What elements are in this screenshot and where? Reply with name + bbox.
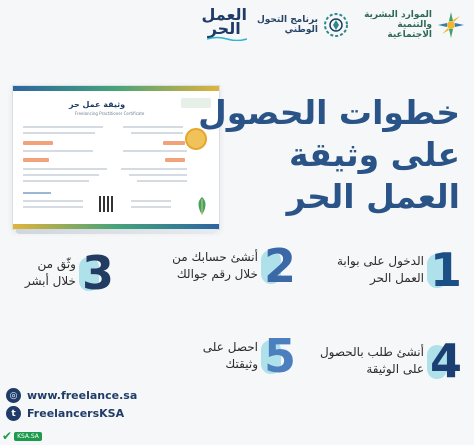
certificate-highlight [23, 158, 49, 162]
ntp-logo [257, 11, 350, 39]
ntp-logo-line1: برنامج التحول [256, 14, 318, 25]
step-1-line1: الدخول على بوابة [336, 254, 424, 268]
footer-contacts [6, 385, 137, 421]
step-5-line2: وثيقتك [225, 357, 258, 371]
freelance-logo-line1: العمل [201, 5, 247, 24]
step-2-line1: أنشئ حسابك من [172, 250, 258, 264]
step-5-line1: احصل على [202, 340, 258, 354]
step-5-number: 5 [263, 329, 296, 383]
certificate-text-line [123, 126, 183, 128]
certificate-stack-edge [16, 229, 216, 234]
step-4-label [320, 344, 424, 378]
website-text: www.freelance.sa [27, 389, 138, 402]
page-title [198, 92, 460, 218]
step-1-number: 1 [429, 243, 462, 297]
certificate-text-line [23, 126, 103, 128]
step-5 [202, 329, 296, 383]
step-3-number: 3 [81, 246, 114, 300]
certificate-text-line [131, 132, 183, 134]
certificate-text-line [23, 192, 51, 194]
step-5-label [203, 339, 258, 373]
partner-logos [201, 5, 466, 41]
step-3-line1: وثّق من [37, 257, 76, 271]
step-3-line2: خلال أبشر [24, 274, 76, 288]
step-3 [24, 246, 114, 300]
certificate-leaf-icon [191, 195, 213, 217]
ntp-logo-text [257, 15, 318, 35]
globe-icon: ◎ [6, 388, 21, 403]
certificate-text-line [131, 200, 171, 202]
certificate-text-line [131, 206, 171, 208]
step-2 [172, 239, 296, 293]
hrsd-logo [360, 10, 466, 40]
ntp-logo-line2: الوطني [284, 24, 318, 35]
certificate-text-line [137, 180, 187, 182]
certificate-qr-code-icon [99, 196, 115, 212]
step-1 [336, 243, 462, 297]
twitter-icon: t [6, 406, 21, 421]
certificate-highlight [23, 141, 53, 145]
freelance-logo-line2: الحر [207, 19, 241, 38]
certificate-text-line [23, 180, 89, 182]
step-4-number: 4 [429, 334, 462, 388]
freelance-logo [201, 5, 247, 41]
page-title-line3: العمل الحر [286, 177, 460, 216]
step-2-line2: خلال رقم جوالك [176, 267, 258, 281]
freelance-logo-wave-icon [207, 36, 247, 41]
hrsd-logo-text: الموارد البشرية والتنمية الاجتماعية [364, 9, 432, 40]
checkmark-icon: ✔ [2, 429, 13, 443]
certificate-text-line [121, 168, 187, 170]
ksa-badge-text: KSA.SA [14, 432, 42, 441]
certificate-highlight [165, 158, 185, 162]
certificate-title: وثيقة عمل حر [69, 100, 126, 109]
step-4-line1: أنشئ طلب بالحصول [319, 345, 424, 359]
certificate-subtitle: Freelancing Practitioner Certificate [75, 111, 145, 116]
certificate-text-line [23, 168, 107, 170]
page-title-line1: خطوات الحصول [198, 93, 460, 132]
twitter-handle: FreelancersKSA [27, 407, 125, 420]
certificate-top-stripe [13, 86, 219, 91]
certificate-highlight [163, 141, 185, 145]
step-4-line2: على الوثيقة [366, 362, 424, 376]
step-4 [319, 334, 462, 388]
certificate-preview [12, 85, 220, 230]
certificate-text-line [23, 150, 93, 152]
website-link[interactable] [6, 388, 137, 403]
ntp-logo-icon [322, 11, 350, 39]
step-2-number: 2 [263, 239, 296, 293]
certificate-text-line [123, 150, 187, 152]
step-3-label [25, 256, 76, 290]
step-2-label [172, 249, 258, 283]
step-1-label [337, 253, 424, 287]
step-1-line2: العمل الحر [370, 271, 424, 285]
certificate-text-line [129, 174, 187, 176]
page-title-line2: على وثيقة [288, 135, 460, 174]
hrsd-logo-icon [436, 10, 466, 40]
twitter-link[interactable] [6, 406, 137, 421]
certificate-text-line [23, 200, 83, 202]
certificate-text-line [23, 132, 95, 134]
certificate-text-line [23, 174, 99, 176]
certificate-text-line [23, 206, 83, 208]
ksa-verification-badge [2, 429, 42, 443]
